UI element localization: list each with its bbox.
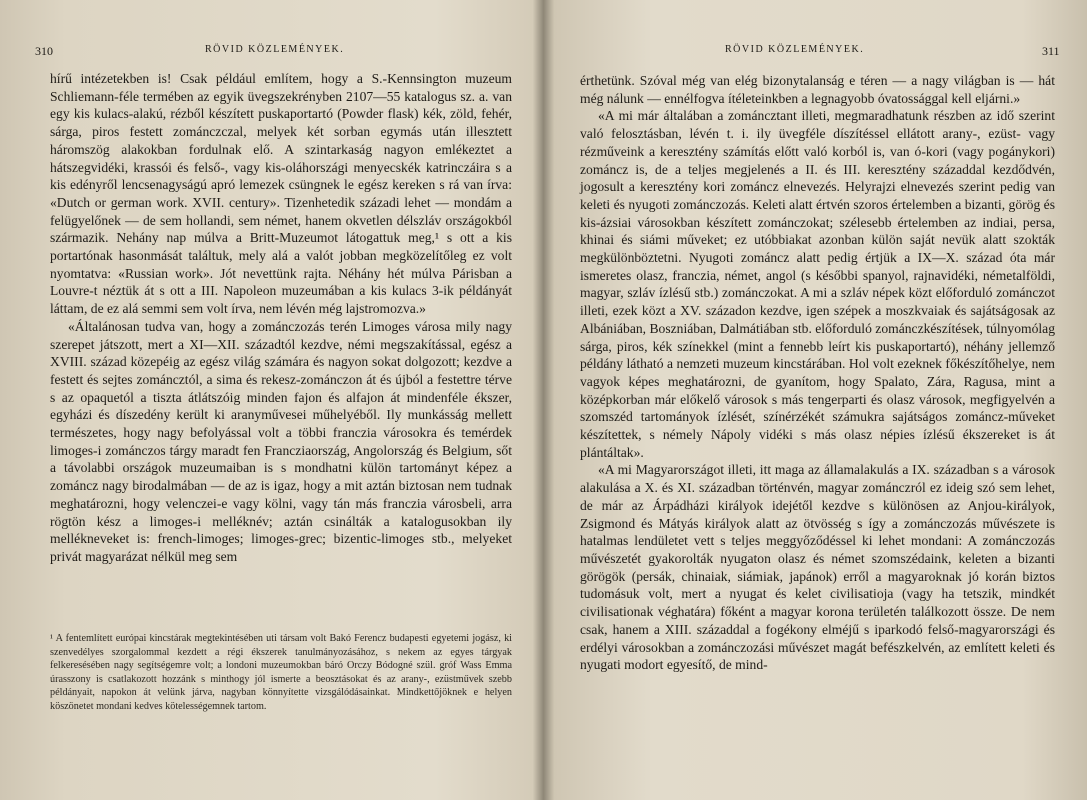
right-page [545,0,1087,800]
footnote: ¹ A fentemlített európai kincstárak megtekintésében uti társam volt Bakó Ferencz budapesti egyetemi jogász, ki szenvedélyes szorgalommal kezdett a régi ékszerek tanulmányozásához, s nekem az egyes tárgyak felkeresésében nagy segítségemre volt; a londoni muzeumokban báró Orczy Bódogné szül. gróf Wass Emma úrasszony is csatlakozott hozzánk s minthogy jól ismerte a beosztásokat és az arany-, ezüstművek szebb példányait, napokon át velünk járva, nagyban könnyítette vizsgálódásainkat. Mindkettőjöknek e helyen köszönetet mondani kedves kötelességemnek tartom. [50,633,512,712]
paragraph: érthetünk. Szóval még van elég bizonytalanság e téren — a nagy világban is — hát még nálunk — ennélfogva ítéleteinkben a legnagyobb óvatossággal kell eljárni.» [580,73,1055,106]
paragraph: «A mi Magyarországot illeti, itt maga az államalakulás a IX. században s a városok alakulása a X. és XI. században történvén, magyar zománczról ez ideig szó sem lehet, de már az Árpádházi királyok idejétől kezdve s különösen az Anjou-királyok, Zsigmond és Mátyás királyok alatt az ötvösség s így a zománczozás művészete is hatalmas lendületet vett s teljes meggyőződéssel ki lehet mondani: A zománczozás művészetét gyakorolták nyugaton olasz és német szomszédaink, keleten a bizanti görögök (persák, chinaiak, siámiak, japánok) erről a magyaroknak jó korán biztos tudomásuk volt, mert a nyugat és kelet civilisatioja (vagy ha tetszik, mindkét civilisationak véghatára) főként a magyar korona területén találkozott össze. De nem csak, hanem a XIII. századdal a fogékony elméjű s iparkodó felső-magyarországi és erdélyi városokban a zománczozási művészet magát befészkelvén, az említett keleti és nyugati modort egyesítő, de mind- [580,462,1055,673]
body-text [580,72,1055,674]
paragraph: hírű intézetekben is! Csak például említem, hogy a S.-Kennsington muzeum Schliemann-féle termében az egyik üvegszekrényben 2107—55 katalogus sz. a. van egy kis kulacs-alakú, rézből készített puskaportartó (Powder flask) kék, zöld, fehér, sárga, piros festett zománczczal, melyek két sorban egymás után illesztett háromszög alakokban fordulnak elő. A szintarkaság nagyon emlékeztet a hátszegvidéki, krassói és felső-, vagy kis-oláhországi menyecskék katrinczáira s a kis edényről lencsenagyságú apró lemezek csüngnek le egész kereken s rá van írva: «Dutch or german work. XVII. century». Tizenhetedik századi lehet — mondám a felügyelőnek — de sem hollandi, sem német, hanem okvetlen délszláv országokból származik. Nehány nap múlva a Britt-Muzeumot látogattuk meg,¹ s ott a kis portartónak hasonmását találtuk, mely alá a valót jobban megközelítőleg ez volt nyomtatva: «Russian work». Jót nevettünk rajta. Néhány hét múlva Párisban a Louvre-t néztük át s ott a III. Napoleon muzeumában a kis kulacs 3-ik példányát láttam, de ez alá semmi sem volt írva, nem lévén még lajstromozva.» [50,71,512,317]
page-number: 310 [35,44,53,58]
page-number: 311 [1042,44,1060,58]
paragraph: «Általánosan tudva van, hogy a zománczozás terén Limoges városa mily nagy szerepet játszott, mert a XI—XII. századtól kezdve, némi megszakítással, egész a XVIII. század közepéig az egész világ számára és nagyon sokat dolgozott; kezdve a festett és sejtes zománcztól, a sima és rekesz-zománczon át és újból a festettre térve s az opaquetól a tiszta átlátszóig minden fajon és alfajon át mindenféle ékszer, egyházi és díszedény került ki aranyművesei műhelyéből. Ily munkásság mellett természetes, hogy nagy befolyással volt a többi franczia városokra és temérdek limoges-i zománczos tárgy maradt fen Francziaország, Angolország és Belgium, sőt a távolabbi országok muzeumaiban is s mondhatni külön tartományt képez a zománcz nagy birodalmában — de az is igaz, hogy a mit aztán biztosan nem tudnak meghatározni, hogy velenczei-e vagy kölni, vagy tán más franczia városbeli, arra rögtön kész a limoges-i melléknév; aztán csinálták a katalogusokban ily mellékneveket is: french-limoges; limoges-grec; bizentic-limoges stb., melyeket privát magyarázat nélkül meg sem [50,318,512,564]
running-head: RÖVID KÖZLEMÉNYEK. [725,44,865,55]
body-text [50,70,512,566]
running-head: RÖVID KÖZLEMÉNYEK. [205,44,345,55]
paragraph: «A mi már általában a zománcztant illeti, megmaradhatunk részben az idő szerint való felosztásban, lévén t. i. ily üvegféle díszítéssel ellátott arany-, ezüst- vagy rézműveink a keresztény számítás előtt való korból is, van ó-kori (vagy pogánykori) zománcz is, de a teljes megjelenés a II. és III. keresztény századdal kezdődvén, jogosult a keresztény kori zománcz elnevezés. Helyrajzi elnevezés szerint pedig van keleti és nyugoti zománczozás. Keleti alatt értvén szoros értelemben a bizanti, görög és kis-ázsiai városokban készített zománczokat; szélesebb értelemben az indiai, persa, khinai és siámi műveket; ez utóbbiakat azonban külön saját nevük alatt szokták megkülönböztetni. Nyugoti zománcz alatt pedig értjük a IX—X. század óta már ismeretes olasz, franczia, német, angol (s későbbi spanyol, rajnavidéki, németalföldi, magyar, szláv ízlésű stb.) zománczokat. A mi a szláv népek közt előforduló zománczot illeti, ezek közt a XV. századon kezdve, igen szépek a moszkvaiak és sajátságosak az Albániában, Boszniában, Dalmátiában stb. előforduló zománczkészítések, túlnyomólag sárga, piros, kék színekkel (mint a fennebb leírt kis puskaportartó), néhány jellemző példány látható a nemzeti muzeum kincstárában. Hol volt ezeknek főkészítőhelye, nem vagyok képes meghatározni, de gyanítom, hogy Spalato, Zára, Ragusa, mint a középkorban már előkelő városok s más tengerparti és olasz városok, megfigyelvén a szomszéd tartományok ízlését, színérzékét számukra sajátságos zománcz-műveket készítettek, s némely Nápoly vidéki s más olasz népies ízlésű ékszereket is át plántáltak». [580,108,1055,460]
left-page [0,0,540,800]
